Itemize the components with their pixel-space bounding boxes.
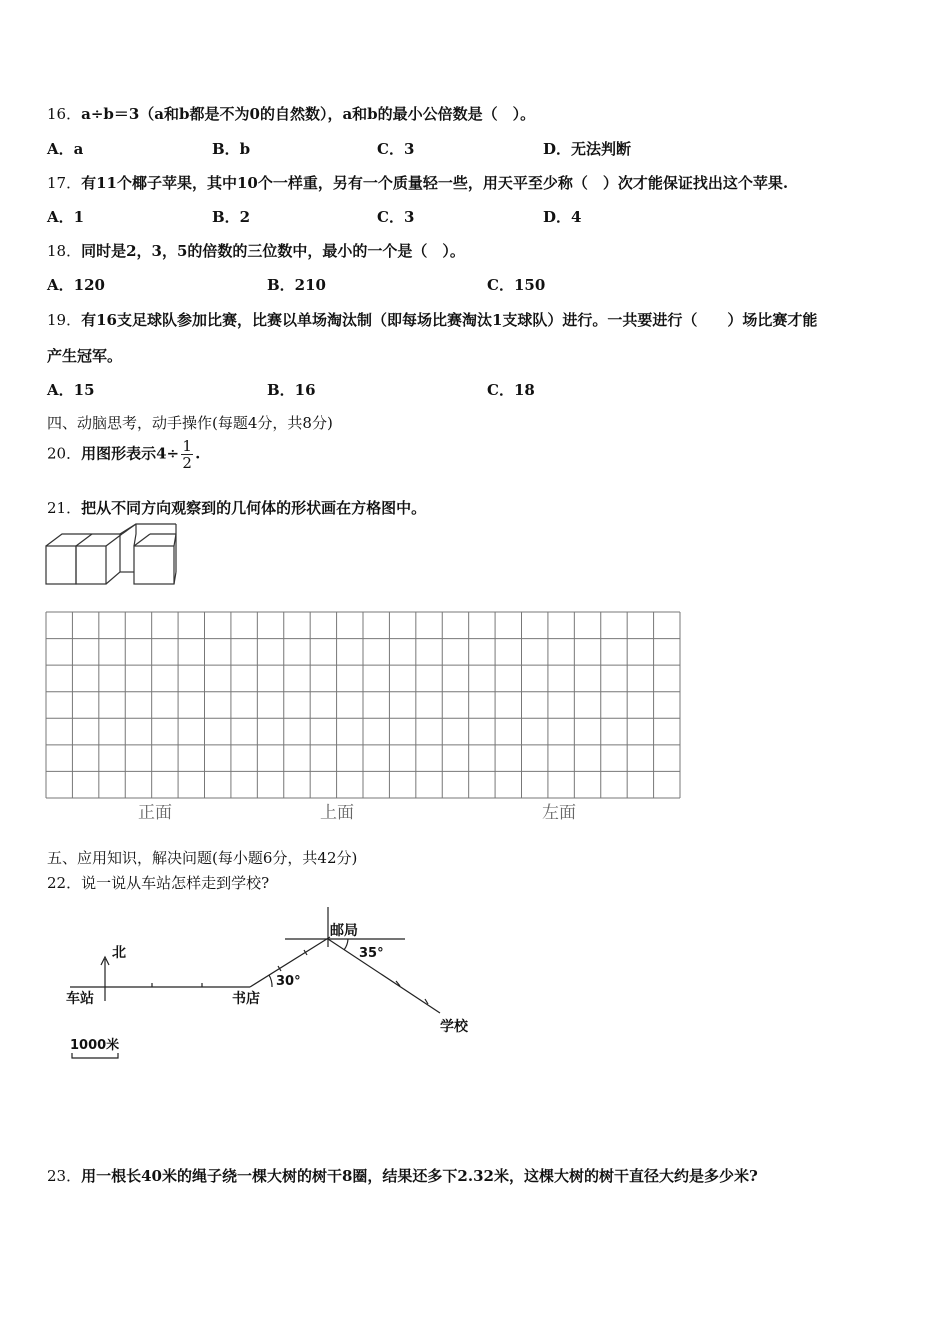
option-d: D．4 (543, 208, 582, 226)
option-a: A．a (47, 140, 84, 158)
label-school: 学校 (440, 1019, 468, 1035)
question-number: 23． (47, 1167, 82, 1185)
question-number: 17． (47, 174, 82, 192)
label-bookstore: 书店 (232, 991, 260, 1007)
option-c: C．3 (377, 208, 415, 226)
option-b: B．16 (267, 381, 316, 399)
question-number: 20． (47, 444, 82, 463)
fraction-denominator: 2 (182, 454, 192, 472)
option-a: A．15 (47, 381, 95, 399)
question-text: 用图形表示4÷ (81, 444, 180, 463)
option-b: B．b (212, 140, 251, 158)
question-text: 有11个椰子苹果，其中10个一样重，另有一个质量轻一些，用天平至少称（ ）次才能保证找出这个苹果. (81, 174, 789, 192)
section-heading-4: 四、动脑思考，动手操作(每题4分，共8分) (47, 414, 333, 432)
route-map (60, 905, 490, 1065)
question-text: 把从不同方向观察到的几何体的形状画在方格图中。 (81, 499, 427, 517)
question-18 (47, 240, 465, 261)
question-22 (47, 872, 269, 893)
option-d: D．无法判断 (543, 140, 632, 158)
label-north: 北 (112, 945, 126, 961)
angle-30: 30° (276, 974, 301, 989)
option-a: A．1 (47, 208, 85, 226)
grid-label-front: 正面 (138, 803, 172, 823)
question-text: a÷b＝3（a和b都是不为0的自然数），a和b的最小公倍数是（ ）。 (81, 105, 536, 123)
question-end: . (195, 444, 201, 463)
angle-35: 35° (359, 946, 384, 961)
question-number: 19． (47, 311, 82, 329)
drawing-grid (44, 610, 684, 832)
question-21 (47, 497, 426, 518)
option-c: C．150 (487, 276, 546, 294)
question-number: 22． (47, 874, 82, 892)
question-23 (47, 1165, 758, 1186)
question-17 (47, 172, 788, 193)
fraction-numerator: 1 (182, 437, 192, 455)
question-text: 同时是2，3，5的倍数的三位数中，最小的一个是（ ）。 (81, 242, 465, 260)
question-number: 21． (47, 499, 82, 517)
question-text: 用一根长40米的绳子绕一棵大树的树干8圈，结果还多下2.32米，这棵大树的树干直径大约是多少米? (81, 1167, 758, 1185)
label-post-office: 邮局 (330, 923, 358, 939)
question-number: 16． (47, 105, 82, 123)
question-20 (47, 438, 200, 471)
question-16 (47, 103, 535, 124)
option-b: B．210 (267, 276, 326, 294)
option-c: C．18 (487, 381, 535, 399)
option-a: A．120 (47, 276, 105, 294)
question-19 (47, 309, 817, 330)
fraction (181, 438, 193, 471)
option-b: B．2 (212, 208, 251, 226)
label-station: 车站 (66, 991, 94, 1007)
option-c: C．3 (377, 140, 415, 158)
question-19-continued: 产生冠军。 (47, 347, 123, 365)
grid-label-left: 左面 (542, 803, 576, 823)
scale-label: 1000米 (70, 1038, 120, 1053)
question-text: 有16支足球队参加比赛，比赛以单场淘汰制（即每场比赛淘汰1支球队）进行。一共要进行（ ）场比赛才能 (81, 311, 818, 329)
section-heading-5: 五、应用知识，解决问题(每小题6分，共42分) (47, 849, 358, 867)
grid-label-top: 上面 (320, 803, 354, 823)
cube-solid-figure (40, 522, 185, 588)
question-text: 说一说从车站怎样走到学校? (81, 874, 270, 892)
question-number: 18． (47, 242, 82, 260)
